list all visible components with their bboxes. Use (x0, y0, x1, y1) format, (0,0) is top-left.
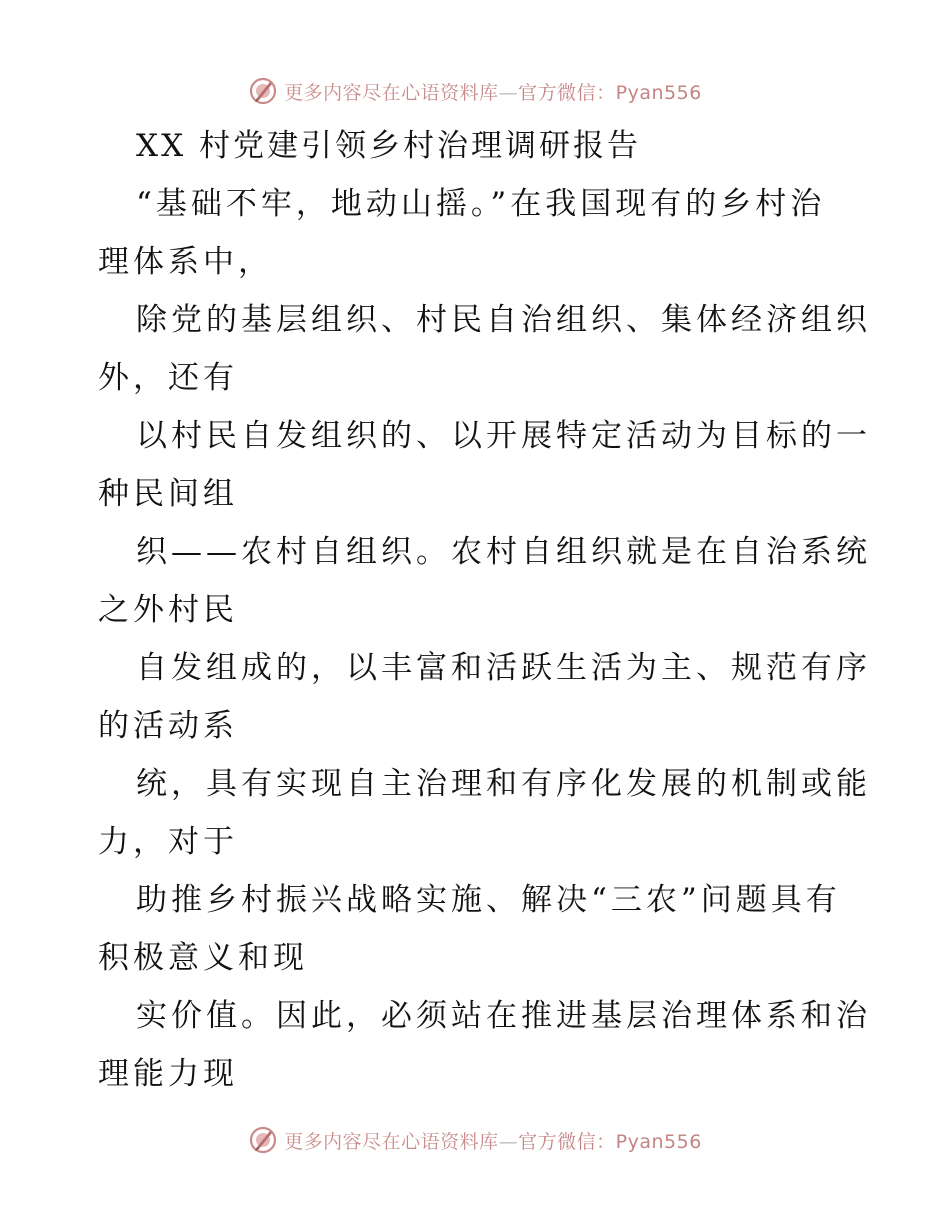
document-title: XX 村党建引领乡村治理调研报告 (136, 128, 641, 164)
text-line: 助推乡村振兴战略实施、解决“三农”问题具有 (136, 882, 841, 918)
text-line: 理能力现 (98, 1056, 238, 1092)
text-line: 力，对于 (98, 824, 238, 860)
document-body (98, 122, 871, 1108)
text-line: 织——农村自组织。农村自组织就是在自治系统 (136, 534, 871, 570)
watermark-wechat: 官方微信：Pyan556 (518, 1130, 702, 1153)
watermark-text (284, 78, 702, 105)
watermark-main: 更多内容尽在心语资料库 (284, 81, 499, 104)
text-line: 统，具有实现自主治理和有序化发展的机制或能 (136, 766, 871, 802)
watermark-text (284, 1127, 702, 1154)
watermark-separator: — (498, 1130, 519, 1153)
watermark-banner-top (0, 71, 950, 111)
text-line: “基础不牢，地动山摇。”在我国现有的乡村治 (136, 186, 826, 222)
watermark-wechat: 官方微信：Pyan556 (518, 81, 702, 104)
watermark-banner-bottom (0, 1120, 950, 1160)
quill-seal-icon (248, 1125, 278, 1155)
text-line: 自发组成的，以丰富和活跃生活为主、规范有序 (136, 650, 871, 686)
text-line: 外，还有 (98, 360, 238, 396)
text-line: 实价值。因此，必须站在推进基层治理体系和治 (136, 998, 871, 1034)
text-line: 种民间组 (98, 476, 238, 512)
watermark-separator: — (498, 81, 519, 104)
text-line: 除党的基层组织、村民自治组织、集体经济组织 (136, 302, 871, 338)
quill-seal-icon (248, 76, 278, 106)
text-line: 之外村民 (98, 592, 238, 628)
watermark-main: 更多内容尽在心语资料库 (284, 1130, 499, 1153)
text-line: 以村民自发组织的、以开展特定活动为目标的一 (136, 418, 871, 454)
text-line: 的活动系 (98, 708, 238, 744)
text-line: 积极意义和现 (98, 940, 308, 976)
text-line: 理体系中， (98, 244, 273, 280)
